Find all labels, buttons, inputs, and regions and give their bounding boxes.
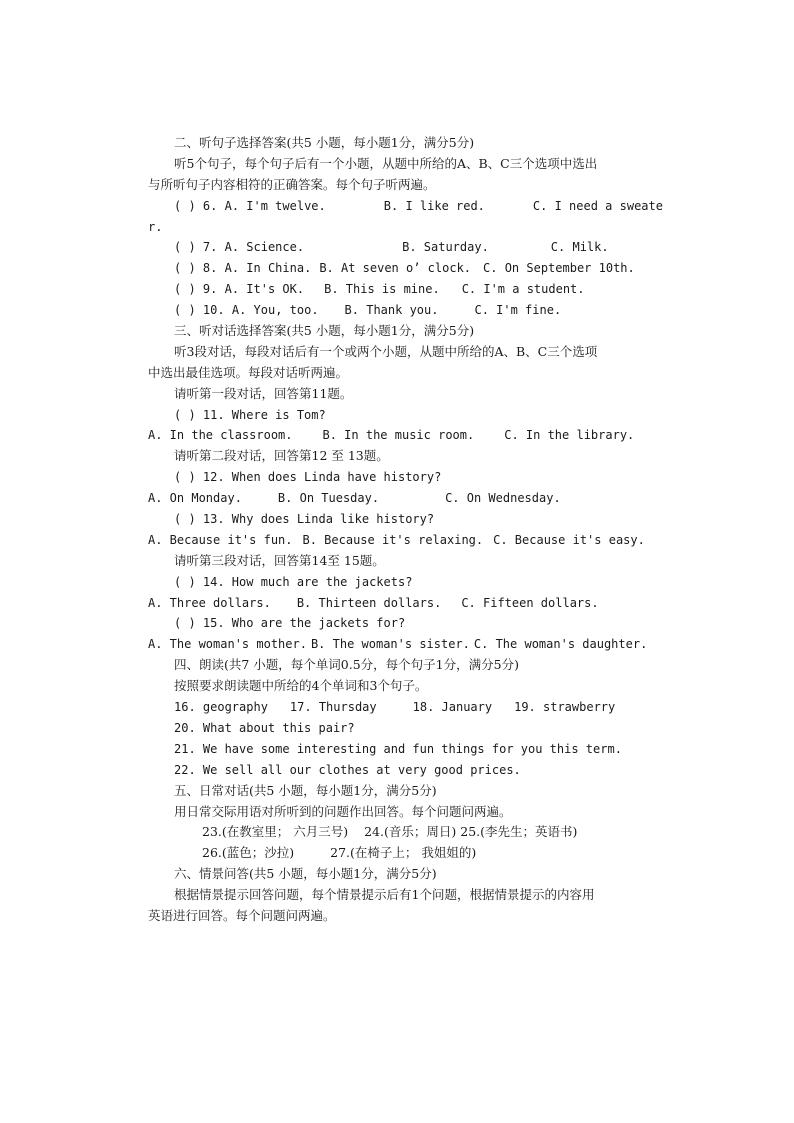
option-b: B. This is mine. [324,282,440,297]
dialog-3-prompt: 请听第三段对话，回答第14至 15题。 [174,552,385,568]
option-a: A. Because it's fun. [148,532,293,547]
question-12-stem: ( ) 12. When does Linda have history? [174,470,442,485]
prompts-26-27 [148,843,663,864]
prompt-26: 26.(蓝色；沙拉) [202,845,295,861]
question-number: 7. [202,240,218,255]
option-b: B. I like red. [383,198,485,213]
option-b: B. Thirteen dollars. [296,595,442,610]
question-15-stem: ( ) 15. Who are the jackets for? [174,616,406,631]
prompts-23-25 [148,822,663,843]
section-6-instructions-line-1: 根据情景提示回答问题，每个情景提示后有1个问题，根据情景提示的内容用 [174,887,595,903]
option-a: A. In China. [224,261,312,276]
section-5-heading: 五、日常对话(共5 小题，每小题1分，满分5分) [174,782,437,798]
section-3-heading: 三、听对话选择答案(共5 小题，每小题1分，满分5分) [174,323,475,339]
prompt-24: 24.(音乐；周日) [364,824,457,840]
option-a: A. On Monday. [148,491,242,506]
question-12-options [148,488,663,509]
option-b: B. Thank you. [344,303,439,318]
answer-blank[interactable]: ( ) [174,240,196,255]
question-7 [148,237,663,258]
reading-word-18: 18. January [412,700,493,715]
dialog-2-prompt: 请听第二段对话，回答第12 至 13题。 [174,448,389,464]
prompt-27: 27.(在椅子上； 我姐姐的) [330,845,477,861]
section-4-heading: 四、朗读(共7 小题，每个单词0.5分，每个句子1分，满分5分) [174,657,519,673]
option-c: C. Because it's easy. [493,532,645,547]
answer-blank[interactable]: ( ) [174,198,196,213]
section-2-heading: 二、听句子选择答案(共5 小题，每小题1分，满分5分) [174,135,475,150]
question-number: 10. [202,303,225,318]
option-a: A. Three dollars. [148,595,271,610]
section-6-instructions-line-2: 英语进行回答。每个问题问两遍。 [148,907,336,923]
question-14-stem: ( ) 14. How much are the jackets? [174,574,413,589]
exam-content [148,133,663,927]
question-6-wrap: r. [148,219,163,234]
answer-blank[interactable]: ( ) [174,303,196,318]
question-11-stem: ( ) 11. Where is Tom? [174,407,326,422]
question-14-options [148,593,663,614]
option-b: B. The woman's sister. [310,637,470,652]
prompt-23: 23.(在教室里； 六月三号) [202,824,349,840]
question-number: 8. [202,261,218,276]
section-4-instructions: 按照要求朗读题中所给的4个单词和3个句子。 [174,678,428,694]
reading-word-16: 16. geography [174,700,268,715]
option-a: A. It's OK. [224,282,305,297]
option-c: C. In the library. [504,428,635,443]
dialog-1-prompt: 请听第一段对话，回答第11题。 [174,385,353,401]
option-b: B. Because it's relaxing. [302,532,484,547]
question-13-stem: ( ) 13. Why does Linda like history? [174,512,435,527]
option-b: B. In the music room. [322,428,475,443]
section-6-heading: 六、情景问答(共5 小题，每小题1分，满分5分) [174,866,437,882]
reading-sentence-21: 21. We have some interesting and fun things for you this term. [174,741,622,756]
option-a: A. The woman's mother. [148,637,307,652]
option-b: B. On Tuesday. [277,491,380,506]
question-13-options [148,530,663,551]
option-c: C. Milk. [550,240,609,255]
question-10 [148,300,663,321]
question-9 [148,279,663,300]
section-5-instructions: 用日常交际用语对所听到的问题作出回答。每个问题问两遍。 [174,803,512,819]
question-15-options [148,634,663,655]
question-6 [148,196,663,217]
reading-words [148,697,663,718]
answer-blank[interactable]: ( ) [174,282,196,297]
section-3-instructions-line-1: 听3段对话，每段对话后有一个或两个小题，从题中所给的A、B、C三个选项 [174,343,598,359]
option-c: C. On September 10th. [483,261,635,276]
section-2-instructions-line-1: 听5个句子，每个句子后有一个小题，从题中所给的A、B、C三个选项中选出 [174,155,598,171]
reading-word-17: 17. Thursday [289,700,377,715]
option-b: B. Saturday. [402,240,489,255]
option-c: C. Fifteen dollars. [461,595,599,610]
section-2-instructions-line-2: 与所听句子内容相符的正确答案。每个句子听两遍。 [148,176,436,192]
option-c: C. I'm fine. [474,303,562,318]
question-number: 9. [202,282,218,297]
question-11-options [148,425,663,446]
prompt-25: 25.(李先生；英语书) [460,824,578,840]
option-c: C. I'm a student. [461,282,585,297]
option-c: C. On Wednesday. [445,491,561,506]
reading-sentence-20: 20. What about this pair? [174,720,355,735]
option-a: A. I'm twelve. [224,198,326,213]
option-c: C. The woman's daughter. [473,637,648,652]
answer-blank[interactable]: ( ) [174,261,196,276]
question-8 [148,258,663,279]
section-3-instructions-line-2: 中选出最佳选项。每段对话听两遍。 [148,364,349,380]
option-b: B. At seven o’ clock. [319,261,472,276]
option-a: A. You, too. [231,303,319,318]
reading-word-19: 19. strawberry [514,700,616,715]
option-a: A. In the classroom. [148,428,293,443]
option-c: C. I need a sweate [532,198,663,213]
option-a: A. Science. [224,240,305,255]
question-number: 6. [202,198,218,213]
reading-sentence-22: 22. We sell all our clothes at very good prices. [174,762,521,777]
